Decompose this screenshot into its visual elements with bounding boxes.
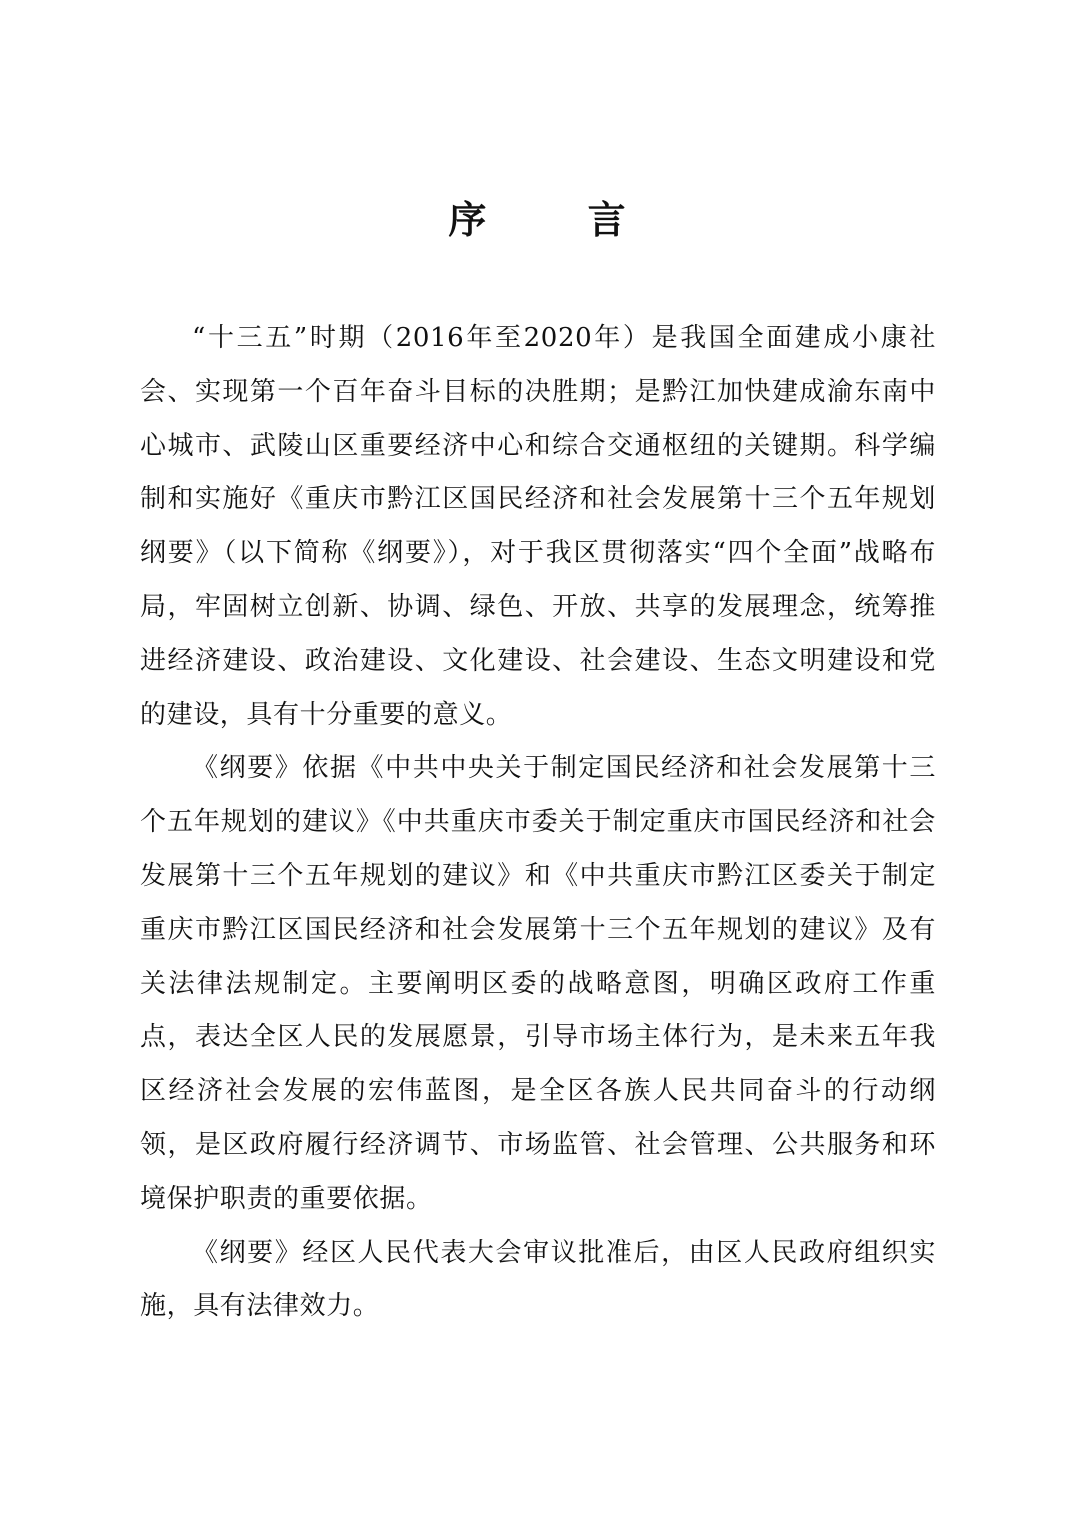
paragraph-1: “十三五”时期（2016年至2020年）是我国全面建成小康社会、实现第一个百年奋斗目标的决胜期；是黔江加快建成渝东南中心城市、武陵山区重要经济中心和综合交通枢纽的关键期。科学编制和实施好《重庆市黔江区国民经济和社会发展第十三个五年规划纲要》（以下简称《纲要》），对于我区贯彻落实“四个全面”战略布局，牢固树立创新、协调、绿色、开放、共享的发展理念，统筹推进经济建设、政治建设、文化建设、社会建设、生态文明建设和党的建设，具有十分重要的意义。: [140, 323, 936, 730]
paragraph-3: 《纲要》经区人民代表大会审议批准后，由区人民政府组织实施，具有法律效力。: [140, 1237, 936, 1322]
page-title: 序 言: [448, 197, 670, 242]
paragraph-2: 《纲要》依据《中共中央关于制定国民经济和社会发展第十三个五年规划的建议》《中共重庆市委关于制定重庆市国民经济和社会发展第十三个五年规划的建议》和《中共重庆市黔江区委关于制定重庆市黔江区国民经济和社会发展第十三个五年规划的建议》及有关法律法规制定。主要阐明区委的战略意图，明确区政府工作重点，表达全区人民的发展愿景，引导市场主体行为，是未来五年我区经济社会发展的宏伟蓝图，是全区各族人民共同奋斗的行动纲领，是区政府履行经济调节、市场监管、社会管理、公共服务和环境保护职责的重要依据。: [140, 753, 936, 1214]
document-body: [140, 312, 936, 1334]
